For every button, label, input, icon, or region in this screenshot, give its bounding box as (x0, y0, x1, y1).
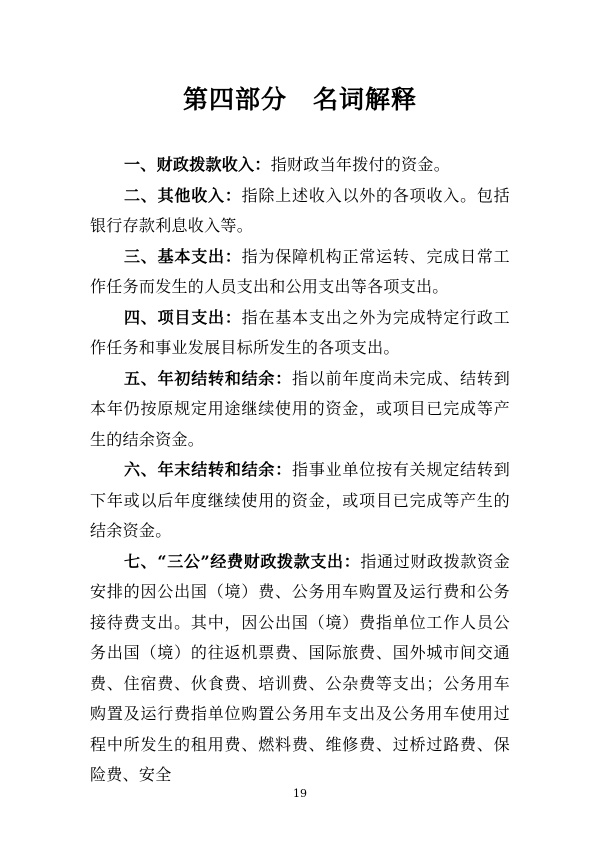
entry-definition: 指通过财政拨款资金安排的因公出国（境）费、公务用车购置及运行费和公务接待费支出。其中，因公出国（境）费指单位工作人员公务出国（境）的往返机票费、国际旅费、国外城市间交通费、住宿费、伙食费、培训费、公杂费等支出；公务用车购置及运行费指单位购置公务用车支出及公务用车使用过程中所发生的租用费、燃料费、维修费、过桥过路费、保险费、安全 (90, 551, 510, 784)
entry-definition: 指财政当年拨付的资金。 (270, 155, 451, 174)
glossary-entry-4 (90, 303, 510, 364)
entry-term: 三、基本支出： (124, 246, 242, 266)
entry-definition: 指除上述收入以外的各项收入。包括银行存款利息收入等。 (90, 185, 510, 235)
glossary-entry-2 (90, 181, 510, 242)
glossary-entry-5 (90, 364, 510, 456)
glossary-entry-3 (90, 242, 510, 303)
entry-term: 六、年末结转和结余： (124, 460, 293, 479)
glossary-entry-7 (90, 547, 510, 791)
page-title: 第四部分 名词解释 (182, 85, 417, 114)
page-number: 19 (293, 787, 307, 800)
entry-definition: 指以前年度尚未完成、结转到本年仍按原规定用途继续使用的资金，或项目已完成等产生的结余资金。 (90, 368, 510, 449)
entry-term: 四、项目支出： (124, 307, 242, 327)
glossary-entry-1 (90, 150, 510, 181)
entry-definition: 指在基本支出之外为完成特定行政工作任务和事业发展目标所发生的各项支出。 (90, 307, 510, 357)
entry-definition: 指为保障机构正常运转、完成日常工作任务而发生的人员支出和公用支出等各项支出。 (90, 246, 510, 296)
entry-term: 二、其他收入： (124, 185, 242, 205)
entry-term: 一、财政拨款收入： (124, 155, 271, 174)
glossary-entry-6 (90, 455, 510, 547)
entry-term: 七、“三公”经费财政拨款支出： (124, 551, 361, 571)
entry-definition: 指事业单位按有关规定结转到下年或以后年度继续使用的资金，或项目已完成等产生的结余资金。 (90, 460, 510, 540)
entry-term: 五、年初结转和结余： (124, 368, 293, 388)
glossary-body (90, 150, 510, 791)
